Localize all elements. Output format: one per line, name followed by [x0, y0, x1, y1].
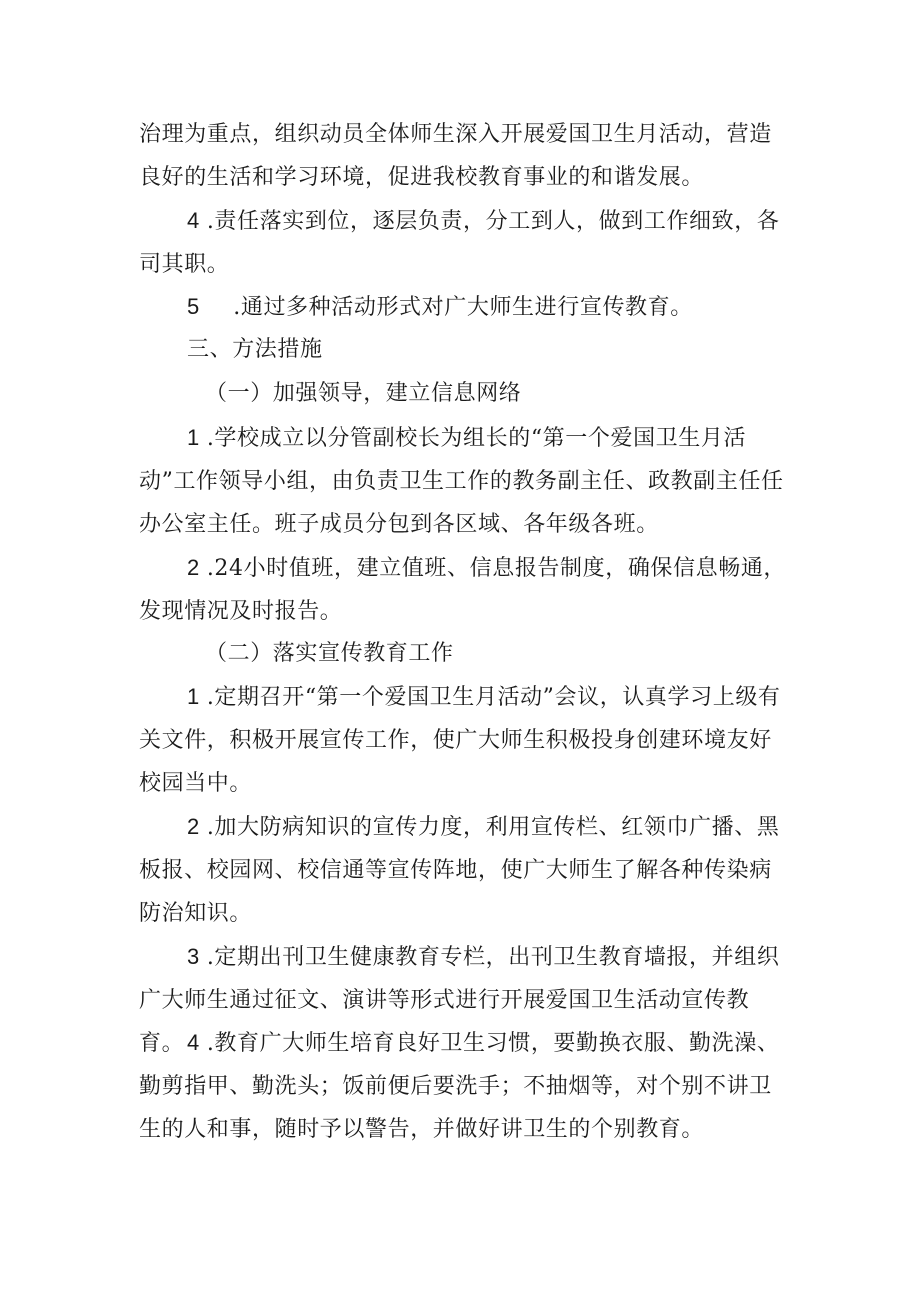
- section-heading-methods: 三、方法措施: [187, 337, 323, 362]
- paragraph-item-1b: 1 .定期召开“第一个爱国卫生月活动”会议，认真学习上级有关文件，积极开展宣传工作，使广大师生积极投身创建环境友好校园当中。: [139, 684, 781, 796]
- paragraph-item-1a: 1 .学校成立以分管副校长为组长的“第一个爱国卫生月活动”工作领导小组，由负责卫生工作的教务副主任、政教副主任任办公室主任。班子成员分包到各区域、各年级各班。: [139, 425, 784, 537]
- paragraph-item-5: 5 .通过多种活动形式对广大师生进行宣传教育。: [187, 294, 693, 320]
- subsection-heading-education: （二）落实宣传教育工作: [205, 641, 454, 666]
- paragraph-item-2a: 2 .24小时值班，建立值班、信息报告制度，确保信息畅通，发现情况及时报告。: [139, 555, 787, 624]
- paragraph-item-4: 4 .责任落实到位，逐层负责，分工到人，做到工作细致，各司其职。: [139, 208, 780, 277]
- paragraph-continuation: 治理为重点，组织动员全体师生深入开展爱国卫生月活动，营造良好的生活和学习环境，促进我校教育事业的和谐发展。: [139, 122, 772, 190]
- paragraph-item-2b: 2 .加大防病知识的宣传力度，利用宣传栏、红领巾广播、黑板报、校园网、校信通等宣传阵地，使广大师生了解各种传染病防治知识。: [139, 814, 780, 926]
- paragraph-item-4b: 4 .教育广大师生培育良好卫生习惯，要勤换衣服、勤洗澡、勤剪指甲、勤洗头；饭前便后要洗手；不抽烟等，对个别不讲卫生的人和事，随时予以警告，并做好讲卫生的个别教育。: [139, 1030, 780, 1142]
- paragraph-item-3b: 3 .定期出刊卫生健康教育专栏，出刊卫生教育墙报，并组织广大师生通过征文、演讲等形式进行开展爱国卫生活动宣传教育。: [139, 944, 780, 1056]
- subsection-heading-leadership: （一）加强领导，建立信息网络: [205, 381, 522, 406]
